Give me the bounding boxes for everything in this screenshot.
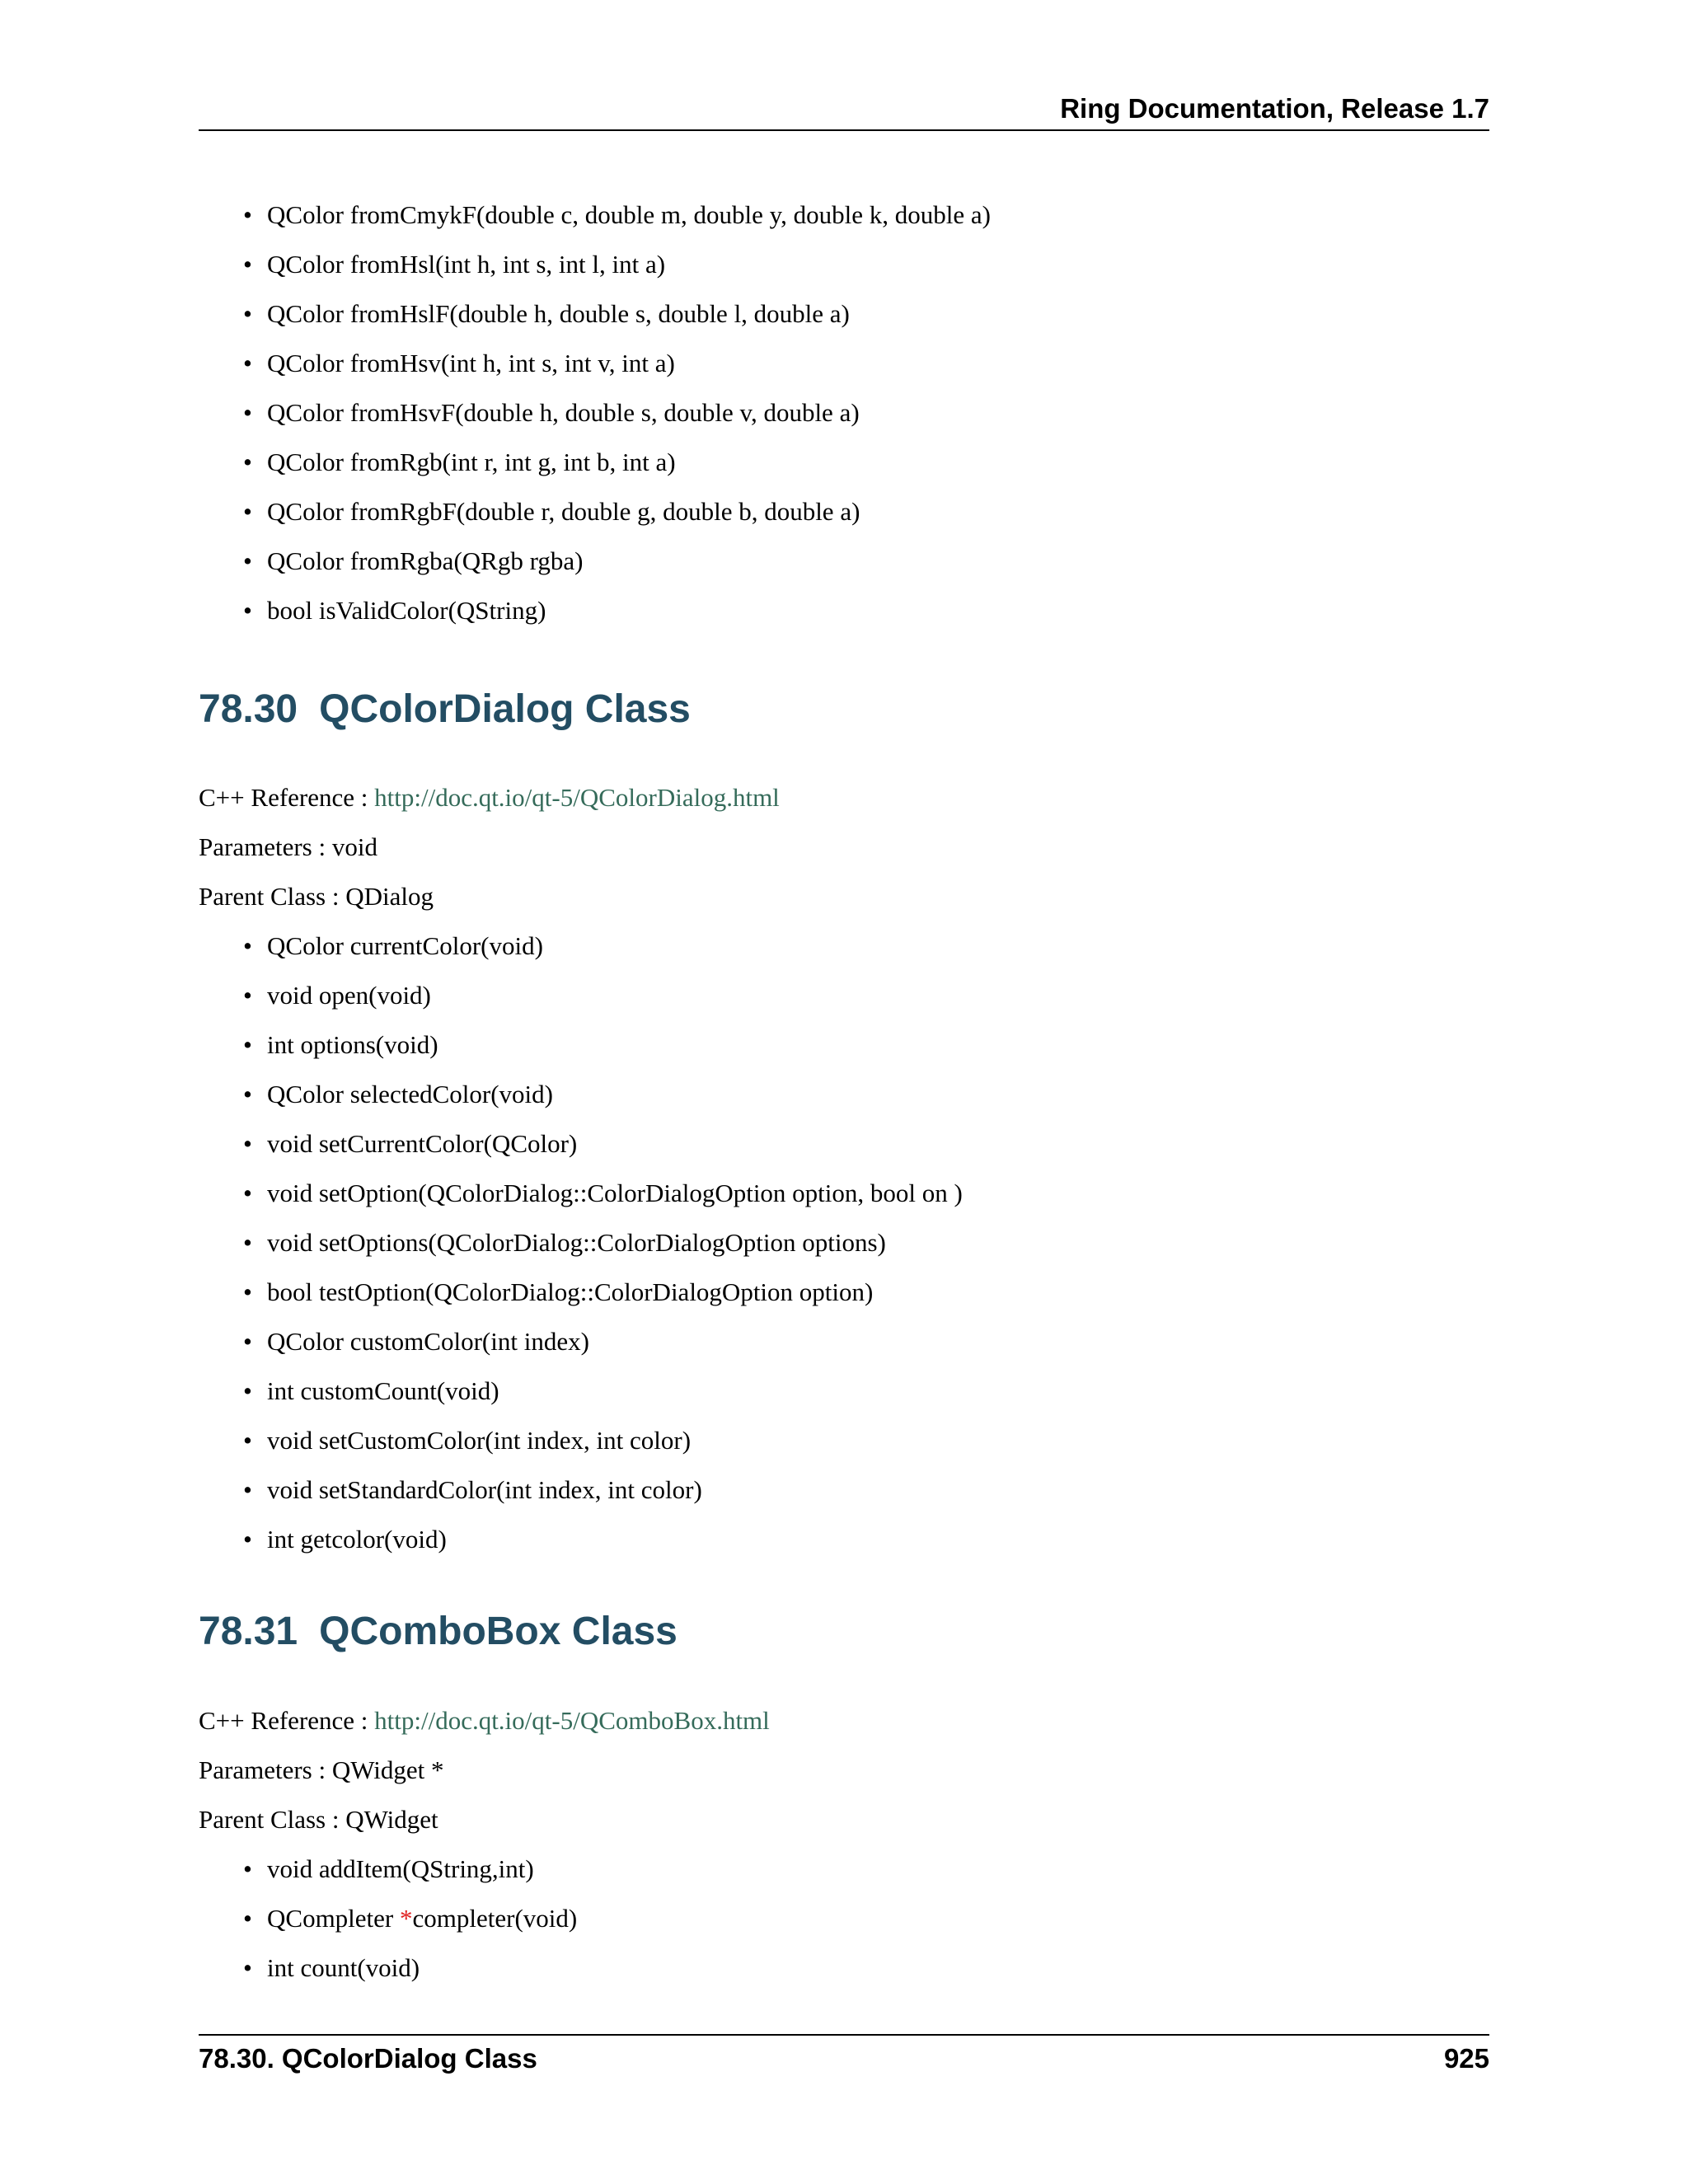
bullet-icon: • [243, 349, 252, 377]
cpp-reference-link[interactable]: http://doc.qt.io/qt-5/QColorDialog.html [374, 783, 780, 812]
method-signature: int count(void) [267, 1953, 420, 1982]
bullet-icon: • [243, 200, 252, 229]
method-item [199, 339, 1489, 388]
method-signature: QColor fromRgbF(double r, double g, double b, double a) [267, 497, 860, 526]
method-item [199, 586, 1489, 635]
cpp-reference-label: C++ Reference : [199, 1706, 375, 1735]
top-method-list [199, 190, 1489, 635]
parent-class-line: Parent Class : QWidget [199, 1805, 438, 1834]
cpp-reference-link[interactable]: http://doc.qt.io/qt-5/QComboBox.html [374, 1706, 770, 1735]
bullet-icon: • [243, 1080, 252, 1108]
bullet-icon: • [243, 546, 252, 575]
bullet-icon: • [243, 497, 252, 526]
method-signature: void setOption(QColorDialog::ColorDialogOption option, bool on ) [267, 1179, 963, 1207]
header-divider [199, 129, 1489, 131]
bullet-icon: • [243, 1475, 252, 1504]
parameters-line: Parameters : void [199, 832, 377, 861]
method-item [199, 1169, 1489, 1218]
method-signature: QColor fromHsvF(double h, double s, double v, double a) [267, 398, 860, 427]
section-heading [199, 681, 1489, 738]
method-signature: int customCount(void) [267, 1376, 499, 1405]
bullet-icon: • [243, 448, 252, 476]
method-signature: QColor fromHslF(double h, double s, double l, double a) [267, 299, 850, 328]
method-signature: void setCustomColor(int index, int color) [267, 1426, 692, 1455]
method-item [199, 1515, 1489, 1564]
method-signature: QColor fromHsl(int h, int s, int l, int a) [267, 250, 666, 279]
bullet-icon: • [243, 1426, 252, 1455]
method-item [199, 1268, 1489, 1317]
method-item [199, 537, 1489, 586]
method-item [199, 971, 1489, 1020]
method-signature: QColor selectedColor(void) [267, 1080, 553, 1108]
method-item [199, 487, 1489, 537]
method-item [199, 240, 1489, 289]
method-signature: bool isValidColor(QString) [267, 596, 546, 625]
method-signature: void open(void) [267, 981, 431, 1010]
cpp-reference-line [199, 1696, 1489, 1746]
method-item [199, 1119, 1489, 1169]
bullet-icon: • [243, 398, 252, 427]
bullet-icon: • [243, 1376, 252, 1405]
method-item [199, 388, 1489, 438]
method-signature-rest: completer(void) [412, 1904, 578, 1933]
cpp-reference-line [199, 773, 1489, 823]
bullet-icon: • [243, 1525, 252, 1554]
qcombobox-details [199, 1696, 1489, 1993]
page-number: 925 [1443, 2043, 1489, 2074]
bullet-icon: • [243, 299, 252, 328]
bullet-icon: • [243, 981, 252, 1010]
method-signature: void setStandardColor(int index, int color) [267, 1475, 702, 1504]
method-signature: QColor currentColor(void) [267, 931, 543, 960]
method-signature: void setOptions(QColorDialog::ColorDialogOption options) [267, 1228, 886, 1257]
method-item [199, 1465, 1489, 1515]
qcolordialog-method-list [199, 921, 1489, 1564]
bullet-icon: • [243, 1030, 252, 1059]
section-title: QComboBox Class [319, 1610, 678, 1653]
method-signature: QColor customColor(int index) [267, 1327, 589, 1356]
running-footer [199, 2039, 1489, 2079]
bullet-icon: • [243, 596, 252, 625]
method-signature: QColor fromHsv(int h, int s, int v, int a) [267, 349, 675, 377]
method-item [199, 1317, 1489, 1366]
qcolordialog-details [199, 773, 1489, 1564]
bullet-icon: • [243, 1179, 252, 1207]
bullet-icon: • [243, 1129, 252, 1158]
method-item [199, 1070, 1489, 1119]
method-item [199, 1366, 1489, 1416]
method-signature: bool testOption(QColorDialog::ColorDialogOption option) [267, 1277, 874, 1306]
top-method-list-block [199, 190, 1489, 635]
footer-divider [199, 2034, 1489, 2036]
method-signature: QColor fromRgba(QRgb rgba) [267, 546, 584, 575]
qcombobox-method-list [199, 1844, 1489, 1993]
section-heading [199, 1603, 1489, 1661]
parameters-line: Parameters : QWidget * [199, 1755, 444, 1784]
bullet-icon: • [243, 931, 252, 960]
bullet-icon: • [243, 1228, 252, 1257]
method-item [199, 1020, 1489, 1070]
method-signature: QColor fromRgb(int r, int g, int b, int a) [267, 448, 676, 476]
method-signature: int options(void) [267, 1030, 438, 1059]
bullet-icon: • [243, 1854, 252, 1883]
method-signature: void setCurrentColor(QColor) [267, 1129, 578, 1158]
footer-section-title: 78.30. QColorDialog Class [199, 2043, 537, 2074]
method-item [199, 921, 1489, 971]
section-title: QColorDialog Class [319, 687, 691, 731]
method-item [199, 289, 1489, 339]
method-item [199, 1894, 1489, 1943]
method-item [199, 438, 1489, 487]
section-number: 78.30 [199, 687, 298, 731]
bullet-icon: • [243, 250, 252, 279]
method-signature: QColor fromCmykF(double c, double m, double y, double k, double a) [267, 200, 991, 229]
method-item [199, 1218, 1489, 1268]
method-item [199, 190, 1489, 240]
pointer-star: * [400, 1904, 413, 1933]
method-item [199, 1844, 1489, 1894]
bullet-icon: • [243, 1277, 252, 1306]
method-signature: QCompleter [267, 1904, 400, 1933]
running-header: Ring Documentation, Release 1.7 [1060, 93, 1489, 124]
method-item [199, 1943, 1489, 1993]
bullet-icon: • [243, 1327, 252, 1356]
section-qcolordialog [199, 681, 1489, 738]
method-signature: void addItem(QString,int) [267, 1854, 534, 1883]
parent-class-line: Parent Class : QDialog [199, 882, 434, 911]
section-number: 78.31 [199, 1610, 298, 1653]
bullet-icon: • [243, 1953, 252, 1982]
method-item [199, 1416, 1489, 1465]
method-signature: int getcolor(void) [267, 1525, 447, 1554]
section-qcombobox [199, 1603, 1489, 1661]
cpp-reference-label: C++ Reference : [199, 783, 375, 812]
bullet-icon: • [243, 1904, 252, 1933]
